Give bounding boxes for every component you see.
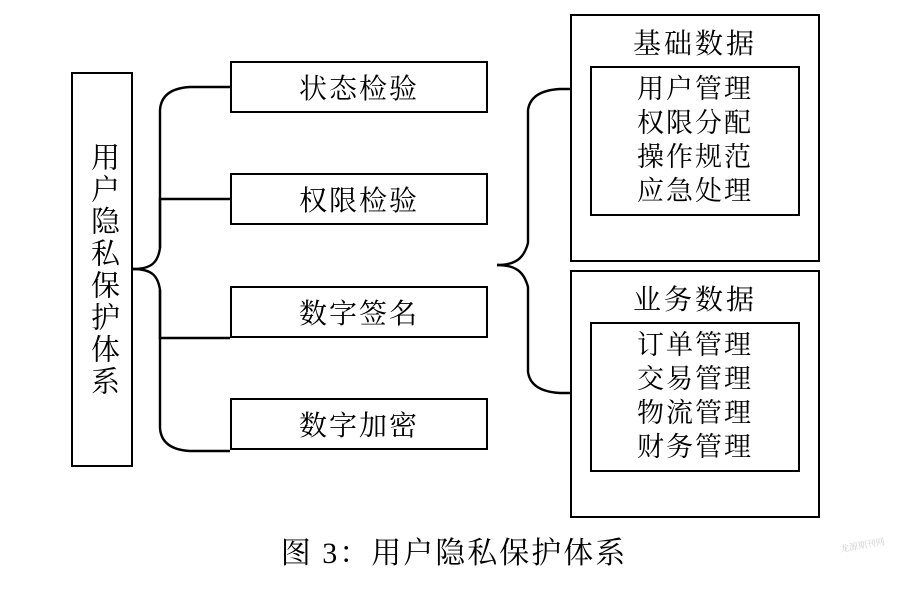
branch-box-1 <box>230 61 488 113</box>
branch-box-4-label: 数字加密 <box>298 411 419 442</box>
root-node-label: 用户隐私保护体系 <box>86 141 119 398</box>
panel-basic-data-item-4: 应急处理 <box>637 176 753 207</box>
panel-basic-data-item-2: 权限分配 <box>637 108 753 139</box>
branch-box-4 <box>230 398 488 450</box>
panel-business-data-title: 业务数据 <box>632 285 757 316</box>
panel-business-data-item-1: 订单管理 <box>637 330 753 360</box>
panel-business-data <box>570 270 820 518</box>
branch-box-3 <box>230 286 488 338</box>
panel-basic-data-title: 基础数据 <box>632 29 757 60</box>
panel-business-data-item-3: 物流管理 <box>637 398 753 429</box>
branch-box-1-label: 状态检验 <box>298 74 419 105</box>
branch-box-2-label: 权限检验 <box>298 186 419 217</box>
root-node <box>71 72 133 467</box>
figure-caption: 图 3：用户隐私保护体系 <box>280 537 628 570</box>
panel-basic-data <box>570 14 820 262</box>
panel-business-data-item-4: 财务管理 <box>637 432 753 463</box>
branch-box-2 <box>230 173 488 225</box>
page-bottom-artifact <box>0 578 908 596</box>
panel-basic-data-items <box>590 66 800 216</box>
branch-box-3-label: 数字签名 <box>298 299 419 330</box>
panel-business-data-item-2: 交易管理 <box>637 364 753 395</box>
panel-business-data-items <box>590 322 800 472</box>
watermark: 龙源期刊网 <box>839 536 886 555</box>
panel-basic-data-item-3: 操作规范 <box>637 142 753 173</box>
panel-basic-data-item-1: 用户管理 <box>637 74 753 104</box>
